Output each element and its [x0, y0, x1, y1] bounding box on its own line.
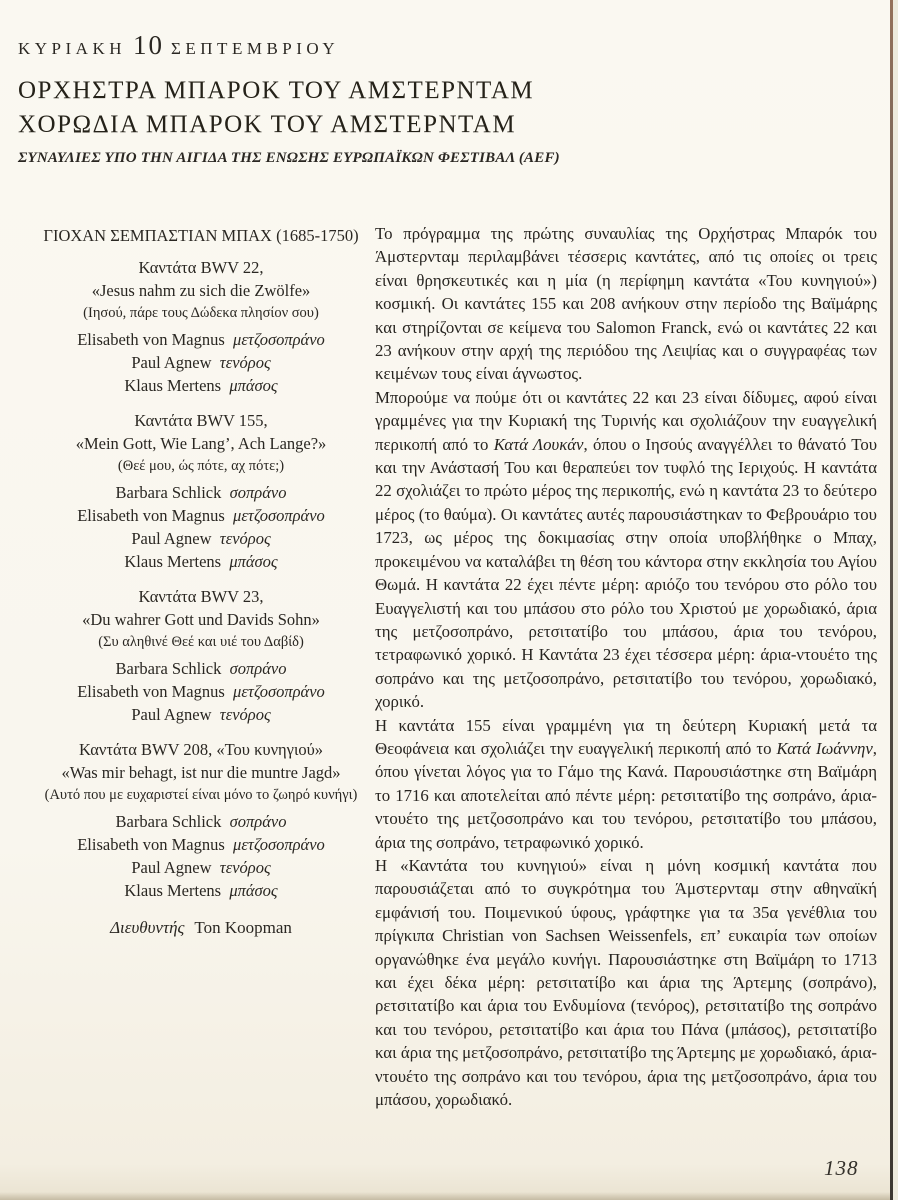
performer-name: Paul Agnew: [131, 353, 212, 372]
work-translation: (Θεέ μου, ώς πότε, αχ πότε;): [117, 458, 285, 474]
work-title-line: Καντάτα BWV 23,: [138, 587, 264, 606]
date-weekday: ΚΥΡΙΑΚΗ: [18, 39, 126, 58]
performer-name: Klaus Mertens: [124, 376, 222, 395]
italic-run: Κατά Λουκάν: [493, 434, 584, 454]
works-list: [8, 256, 394, 902]
work-title-line: «Mein Gott, Wie Lang’, Ach Lange?»: [75, 434, 327, 453]
performer-role: τενόρος: [219, 353, 271, 372]
page-header: [18, 30, 878, 167]
work-translation: (Αυτό που με ευχαριστεί είναι μόνο το ζωηρό κυνήγι): [44, 787, 358, 803]
work-entry: [8, 585, 394, 726]
work-title-line: Καντάτα BWV 155,: [134, 411, 268, 430]
performer-row: [8, 374, 394, 397]
italic-run: Κατά Ιωάννην: [776, 738, 873, 758]
scan-edge-outer: [893, 0, 898, 1200]
title-line-1: ΟΡΧΗΣΤΡΑ ΜΠΑΡΟΚ ΤΟΥ ΑΜΣΤΕΡΝΤΑΜ: [18, 77, 535, 104]
date-month: ΣΕΠΤΕΜΒΡΙΟΥ: [171, 39, 340, 58]
conductor-role: Διευθυντής: [110, 918, 185, 937]
text-run: , όπου γίνεται λόγος για το Γάμο της Κανά. Παρουσιάστηκε στη Βαϊμάρη το 1716 και αποτελείται από πέντε μέρη: ρετσιτατίβο της σοπράνο, άρια-ντουέτο της μετζοσοπράνο και του τενόρου, ρετσιτατίβο του μπάσου, άρια της σοπράνο, τετραφωνικό χορικό.: [375, 738, 877, 852]
performer-role: σοπράνο: [229, 483, 287, 502]
performer-role: μπάσος: [229, 376, 278, 395]
work-entry: [8, 409, 394, 573]
notes-paragraph: [375, 714, 877, 854]
performer-row: [8, 856, 394, 879]
work-entry: [8, 256, 394, 397]
performer-row: [8, 504, 394, 527]
performer-name: Elisabeth von Magnus: [77, 682, 225, 701]
performer-name: Paul Agnew: [131, 529, 212, 548]
work-title-line: Καντάτα BWV 208, «Του κυνηγιού»: [78, 740, 324, 759]
performer-row: [8, 550, 394, 573]
notes-paragraph: [375, 854, 877, 1111]
performer-row: [8, 703, 394, 726]
composer-heading: ΓΙΟΧΑΝ ΣΕΜΠΑΣΤΙΑΝ ΜΠΑΧ (1685-1750): [43, 226, 359, 245]
notes-paragraph: [375, 386, 877, 714]
date-day: 10: [133, 30, 164, 60]
performer-row: [8, 527, 394, 550]
program-column: [8, 224, 394, 938]
performer-role: τενόρος: [219, 705, 271, 724]
performer-role: σοπράνο: [229, 659, 287, 678]
performers-list: [8, 657, 394, 726]
performer-role: τενόρος: [219, 529, 271, 548]
title-line-2: ΧΟΡΩΔΙΑ ΜΠΑΡΟΚ ΤΟΥ ΑΜΣΤΕΡΝΤΑΜ: [18, 111, 517, 138]
work-title-line: «Was mir behagt, ist nur die muntre Jagd»: [61, 763, 341, 782]
work-title-line: Καντάτα BWV 22,: [138, 258, 264, 277]
page-number: 138: [824, 1156, 859, 1180]
performer-row: [8, 810, 394, 833]
performer-name: Elisabeth von Magnus: [77, 835, 225, 854]
performer-row: [8, 657, 394, 680]
performer-role: μετζοσοπράνο: [233, 835, 325, 854]
work-entry: [8, 738, 394, 902]
work-title-line: «Jesus nahm zu sich die Zwölfe»: [91, 281, 311, 300]
text-run: Η «Καντάτα του κυνηγιού» είναι η μόνη κοσμική καντάτα που παρουσιάζεται από το συγκρότημα του Άμστερνταμ στην αθηναϊκή εμφάνισή του. Ποιμενικού ύφους, γράφτηκε για τα 35α γενέθλια του πρίγκιπα Christian von Sachsen Weissenfels, επ’ ευκαιρία των οποίων οργανώθηκε ένα μεγάλο κυνήγι. Παρουσιάστηκε στη Βαϊμάρη το 1713 και έχει δέκα μέρη: ρετσιτατίβο και άρια της Άρτεμης (σοπράνο), ρετσιτατίβο και άρια του Ενδυμίονα (τενόρος), ρετσιτατίβο της σοπράνο και του τενόρου, ρετσιτατίβο και άρια του Πάνα (μπάσος), ρετσιτατίβο και άρια της μετζοσοπράνο, ρετσιτατίβο της Άρτεμης με χορωδιακό, άρια-ντουέτο της σοπράνο και του τενόρου, άρια της μετζοσοπράνο, άρια του μπάσου, χορωδιακό.: [375, 855, 877, 1110]
performer-role: μετζοσοπράνο: [233, 682, 325, 701]
work-translation: (Συ αληθινέ Θεέ και υιέ του Δαβίδ): [98, 634, 304, 650]
conductor-line: [8, 918, 394, 938]
scan-edge-bottom: [0, 1192, 890, 1200]
performer-row: [8, 879, 394, 902]
performer-name: Klaus Mertens: [124, 552, 222, 571]
performer-role: μετζοσοπράνο: [233, 330, 325, 349]
scan-edge-line: [890, 0, 893, 1200]
performer-role: τενόρος: [219, 858, 271, 877]
performers-list: [8, 810, 394, 902]
notes-paragraph: [375, 222, 877, 386]
performer-row: [8, 680, 394, 703]
notes-column: [375, 222, 877, 1111]
performer-role: μπάσος: [229, 881, 278, 900]
performer-role: μπάσος: [229, 552, 278, 571]
performer-name: Klaus Mertens: [124, 881, 222, 900]
text-run: Μπορούμε να πούμε ότι οι καντάτες 22 και 23 είναι δίδυμες, αφού είναι γραμμένες για την Κυριακή της Τυρινής και σχολιάζουν την ευαγγελική περικοπή από το: [375, 387, 877, 454]
performers-list: [8, 328, 394, 397]
subtitle: ΣΥΝΑΥΛΙΕΣ ΥΠΟ ΤΗΝ ΑΙΓΙΔΑ ΤΗΣ ΕΝΩΣΗΣ ΕΥΡΩΠΑΪΚΩΝ ΦΕΣΤΙΒΑΛ (AEF): [18, 150, 560, 166]
performer-name: Barbara Schlick: [115, 483, 222, 502]
performer-row: [8, 833, 394, 856]
work-title-line: «Du wahrer Gott und Davids Sohn»: [82, 610, 320, 629]
performer-role: μετζοσοπράνο: [233, 506, 325, 525]
performer-row: [8, 481, 394, 504]
performer-name: Paul Agnew: [131, 858, 212, 877]
performer-row: [8, 328, 394, 351]
text-run: Η καντάτα 155 είναι γραμμένη για τη δεύτερη Κυριακή μετά τα Θεοφάνεια και σχολιάζει την ευαγγελική περικοπή από το: [375, 715, 877, 758]
work-translation: (Ιησού, πάρε τους Δώδεκα πλησίον σου): [83, 305, 319, 321]
conductor-name: Ton Koopman: [194, 918, 292, 937]
page-title: [18, 74, 878, 142]
date-heading: [18, 30, 878, 61]
performer-name: Paul Agnew: [131, 705, 212, 724]
performer-name: Barbara Schlick: [115, 812, 222, 831]
performer-name: Elisabeth von Magnus: [77, 330, 225, 349]
performer-name: Elisabeth von Magnus: [77, 506, 225, 525]
performer-role: σοπράνο: [229, 812, 287, 831]
performers-list: [8, 481, 394, 573]
performer-row: [8, 351, 394, 374]
text-run: , όπου ο Ιησούς αναγγέλλει το θάνατό Του και την Ανάστασή Του και θεραπεύει τον τυφλό της Ιεριχούς. Η καντάτα 22 σχολιάζει το πρώτο μέρος της περικοπής, ενώ η καντάτα 23 το δεύτερο μέρος (το θαύμα). Οι καντάτες αυτές παρουσιάστηκαν το Φεβρουάριο του 1723, ως μέρος της δοκιμασίας στην οποία υποβλήθηκε ο Μπαχ, προκειμένου να καταλάβει τη θέση του κάντορα στην εκκλησία του Αγίου Θωμά. Η καντάτα 22 έχει πέντε μέρη: αριόζο του τενόρου στο ρόλο του Ευαγγελιστή και του μπάσου στο ρόλο του Χριστού με χορωδιακό, άρια της μετζοσοπράνο, ρετσιτατίβο του μπάσου, άρια του τενόρου, τετραφωνικό χορικό. Η Καντάτα 23 έχει τέσσερα μέρη: άρια-ντουέτο της σοπράνο και της μετζοσοπράνο, ρετσιτατίβο του τενόρου, χορωδιακό, χορικό.: [375, 434, 878, 712]
text-run: Το πρόγραμμα της πρώτης συναυλίας της Ορχήστρας Μπαρόκ του Άμστερνταμ περιλαμβάνει τέσσερις καντάτες, από τις οποίες οι τρεις είναι θρησκευτικές και η μία (η περίφημη καντάτα «Του κυνηγιού») κοσμική. Οι καντάτες 155 και 208 ανήκουν στην περίοδο της Βαϊμάρης και στηρίζονται σε κείμενα του Salomon Franck, ενώ οι καντάτες 22 και 23 ανήκουν στην αρχή της περιόδου της Λειψίας και ο συγγραφέας των κειμένων τους είναι άγνωστος.: [375, 224, 877, 384]
performer-name: Barbara Schlick: [115, 659, 222, 678]
